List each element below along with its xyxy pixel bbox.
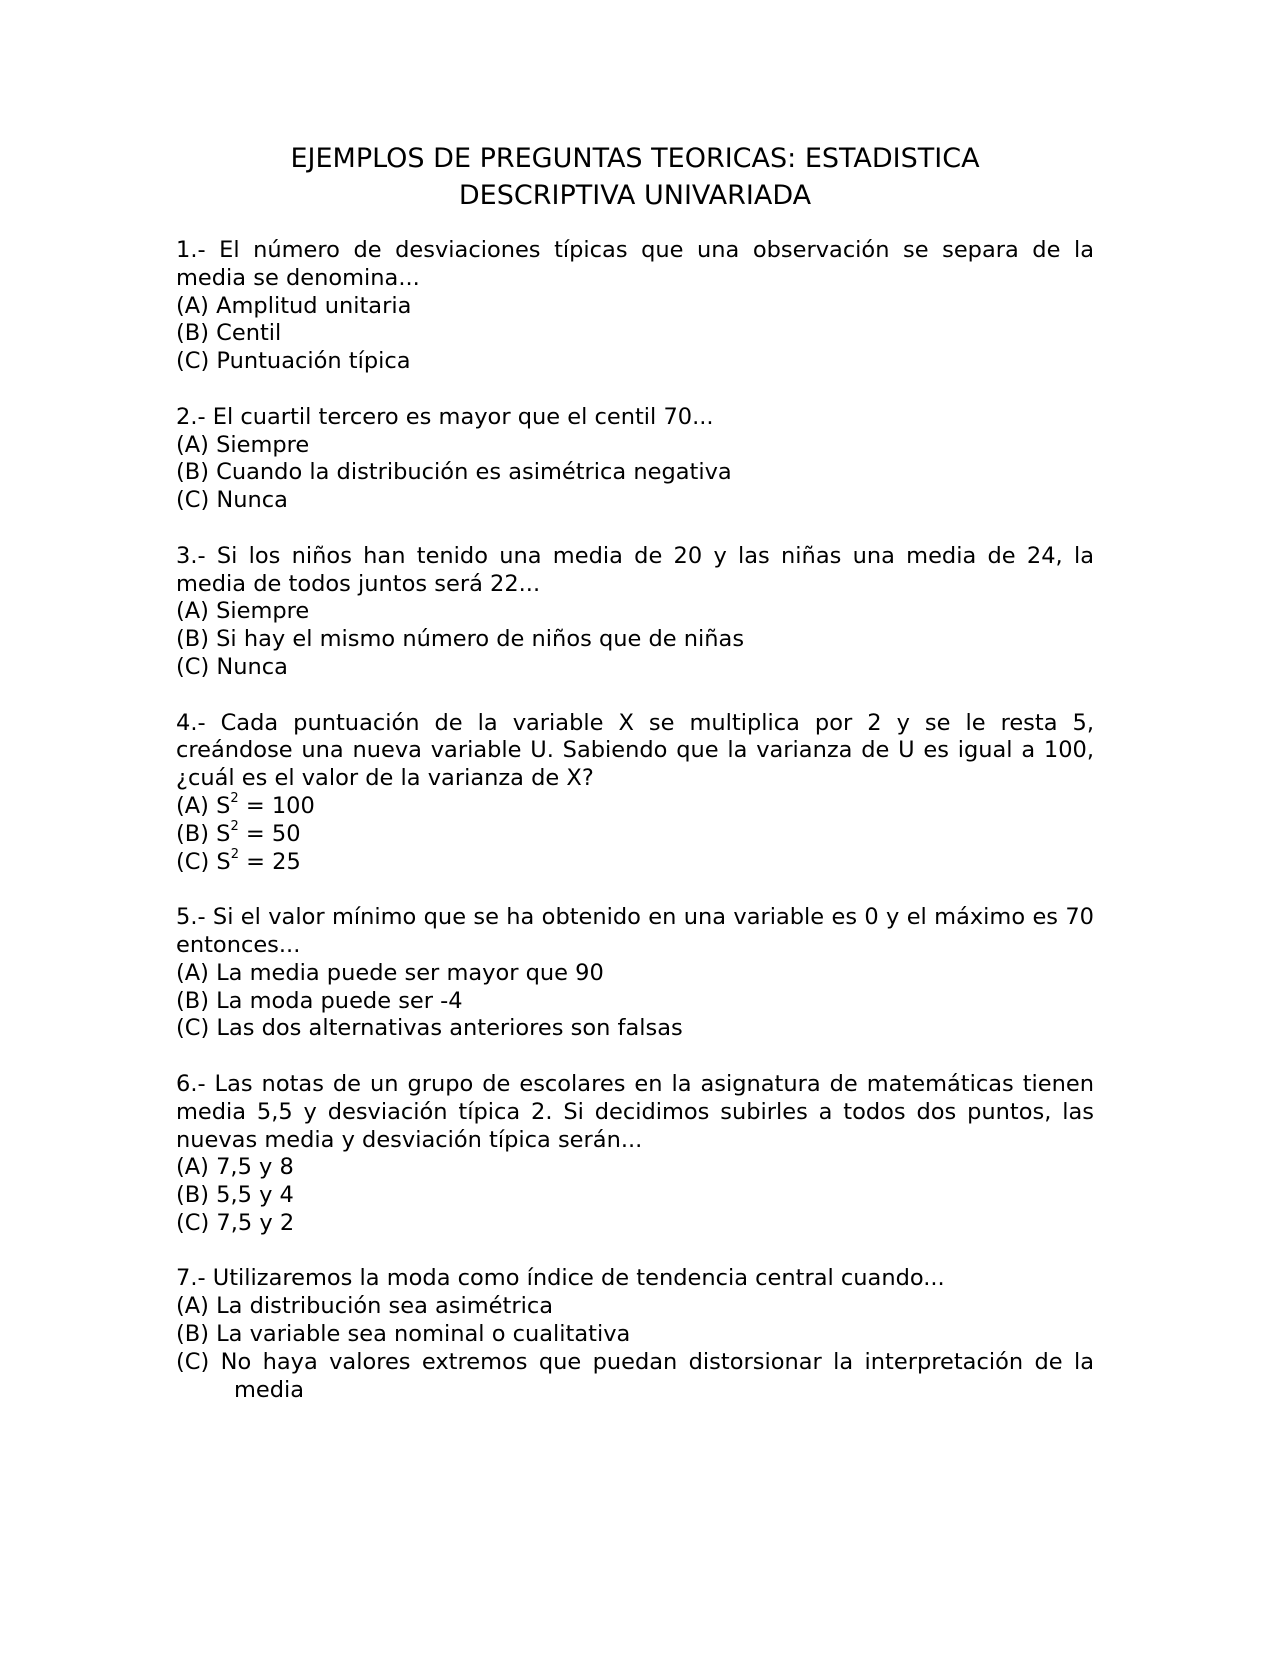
question-7 bbox=[176, 1265, 1094, 1404]
option-a: (A) 7,5 y 8 bbox=[176, 1154, 294, 1181]
option-c: (C) Nunca bbox=[176, 653, 288, 680]
question-stem: 7.- Utilizaremos la moda como índice de tendencia central cuando... bbox=[176, 1265, 945, 1292]
question-4 bbox=[176, 710, 1094, 877]
option-b: (B) 5,5 y 4 bbox=[176, 1182, 294, 1209]
option-c bbox=[176, 849, 1094, 877]
option-suffix: = 100 bbox=[238, 792, 315, 819]
option-suffix: = 50 bbox=[238, 820, 301, 847]
superscript: 2 bbox=[230, 791, 239, 807]
option-b bbox=[176, 821, 1094, 849]
option-a: (A) Siempre bbox=[176, 598, 310, 625]
question-stem: 3.- Si los niños han tenido una media de 20 y las niñas una media de 24, la media de todos juntos será 22... bbox=[176, 542, 1094, 597]
option-a: (A) La media puede ser mayor que 90 bbox=[176, 959, 604, 986]
option-b: (B) La moda puede ser -4 bbox=[176, 987, 463, 1014]
option-b: (B) Cuando la distribución es asimétrica negativa bbox=[176, 459, 732, 486]
question-stem: 5.- Si el valor mínimo que se ha obtenido en una variable es 0 y el máximo es 70 entonces... bbox=[176, 904, 1094, 958]
title-line-2: DESCRIPTIVA UNIVARIADA bbox=[458, 180, 812, 211]
option-a: (A) Siempre bbox=[176, 431, 310, 458]
superscript: 2 bbox=[230, 847, 239, 863]
document-page bbox=[176, 140, 1094, 1432]
option-b: (B) Centil bbox=[176, 320, 282, 347]
question-stem: 4.- Cada puntuación de la variable X se multiplica por 2 y se le resta 5, creándose una nueva variable U. Sabiendo que la varianza de U es igual a 100, ¿cuál es el valor de la varianza de X? bbox=[176, 709, 1094, 792]
option-c: (C) No haya valores extremos que puedan distorsionar la interpretación de la media bbox=[176, 1348, 1094, 1403]
question-3 bbox=[176, 543, 1094, 682]
page-title bbox=[176, 140, 1094, 214]
option-c: (C) 7,5 y 2 bbox=[176, 1209, 295, 1236]
question-2 bbox=[176, 404, 1094, 515]
question-stem: 6.- Las notas de un grupo de escolares en la asignatura de matemáticas tienen media 5,5 y desviación típica 2. Si decidimos subirles a todos dos puntos, las nuevas media y desviación típica serán... bbox=[176, 1070, 1094, 1153]
question-1 bbox=[176, 237, 1094, 376]
option-a: (A) Amplitud unitaria bbox=[176, 292, 412, 319]
title-line-1: EJEMPLOS DE PREGUNTAS TEORICAS: ESTADISTICA bbox=[290, 143, 980, 174]
question-stem: 2.- El cuartil tercero es mayor que el centil 70... bbox=[176, 403, 714, 430]
option-c: (C) Nunca bbox=[176, 487, 288, 514]
option-prefix: (A) S bbox=[176, 792, 231, 819]
option-c: (C) Puntuación típica bbox=[176, 348, 411, 375]
option-prefix: (B) S bbox=[176, 820, 231, 847]
option-b: (B) Si hay el mismo número de niños que de niñas bbox=[176, 626, 745, 653]
question-5 bbox=[176, 904, 1094, 1043]
superscript: 2 bbox=[230, 819, 239, 835]
option-a bbox=[176, 793, 1094, 821]
option-b: (B) La variable sea nominal o cualitativa bbox=[176, 1321, 631, 1348]
option-c: (C) Las dos alternativas anteriores son falsas bbox=[176, 1015, 683, 1042]
question-stem: 1.- El número de desviaciones típicas que una observación se separa de la media se denomina... bbox=[176, 237, 1094, 291]
option-prefix: (C) S bbox=[176, 848, 231, 875]
option-a: (A) La distribución sea asimétrica bbox=[176, 1293, 554, 1320]
question-6 bbox=[176, 1071, 1094, 1238]
option-suffix: = 25 bbox=[238, 848, 301, 875]
